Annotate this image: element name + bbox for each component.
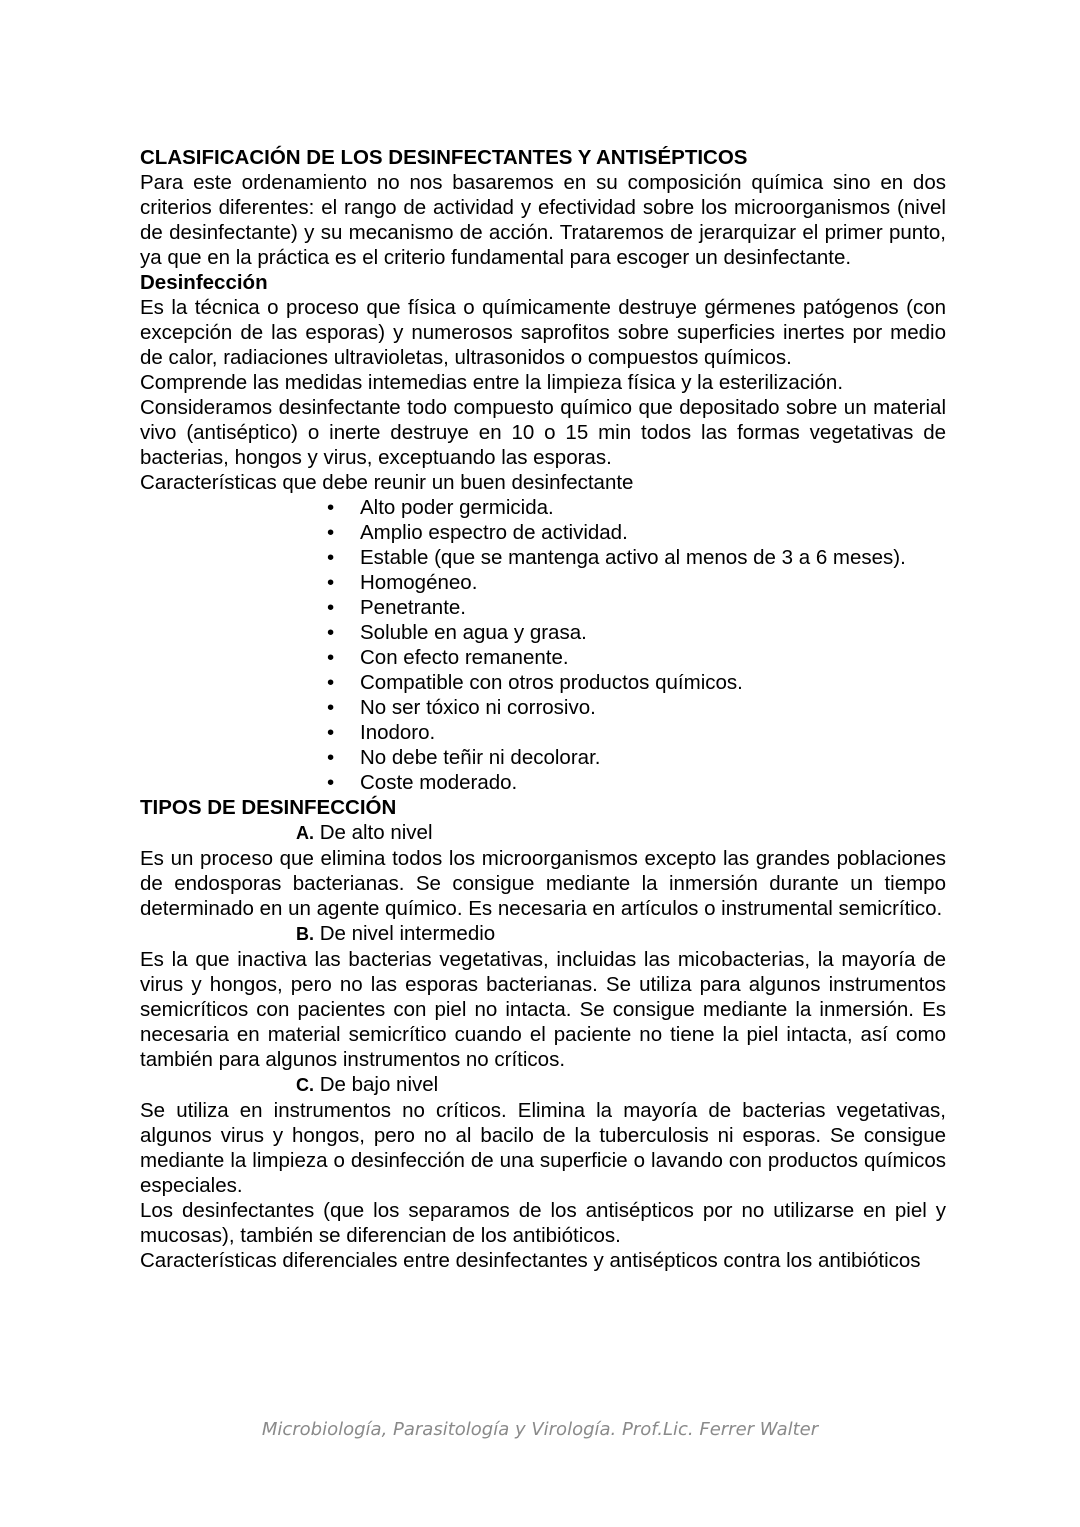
list-item: • Compatible con otros productos químicos. <box>327 670 946 695</box>
nivel-intermedio-text: Es la que inactiva las bacterias vegetativas, incluidas las micobacterias, la mayoría de virus y hongos, pero no las esporas bacterianas. Se utiliza para algunos instrumentos semicríticos con pacientes con piel no intacta. Se consigue mediante la inmersión. Es necesaria en material semicrítico cuando el paciente no tiene la piel intacta, así como también para algunos instrumentos no críticos. <box>140 948 946 1071</box>
subheading-nivel-intermedio <box>140 921 946 947</box>
subheading-letter: C. <box>296 1075 314 1095</box>
list-item: • Con efecto remanente. <box>327 645 946 670</box>
subheading-alto-nivel <box>140 820 946 846</box>
list-item: • Homogéneo. <box>327 570 946 595</box>
subheading-bajo-nivel <box>140 1072 946 1098</box>
list-item: • Soluble en agua y grasa. <box>327 620 946 645</box>
desinfeccion-heading: Desinfección <box>140 271 268 294</box>
list-item: • Penetrante. <box>327 595 946 620</box>
list-item: • Alto poder germicida. <box>327 495 946 520</box>
bajo-nivel-text: Se utiliza en instrumentos no críticos. Elimina la mayoría de bacterias vegetativas, algunos virus y hongos, pero no al bacilo de la tuberculosis ni esporas. Se consigue mediante la limpieza o desinfección de una superficie o lavando con productos químicos especiales. <box>140 1099 946 1197</box>
subheading-letter: A. <box>296 823 314 843</box>
desinfectante-definition: Consideramos desinfectante todo compuesto químico que depositado sobre un material vivo (antiséptico) o inerte destruye en 10 o 15 min todos las formas vegetativas de bacterias, hongos y virus, exceptuando las esporas. <box>140 396 946 469</box>
desinfeccion-scope: Comprende las medidas intemedias entre la limpieza física y la esterilización. <box>140 371 844 394</box>
list-item: • Amplio espectro de actividad. <box>327 520 946 545</box>
list-item: • Coste moderado. <box>327 770 946 795</box>
list-item: • Estable (que se mantenga activo al menos de 3 a 6 meses). <box>327 545 946 570</box>
closing-paragraph: Los desinfectantes (que los separamos de los antisépticos por no utilizarse en piel y mucosas), también se diferencian de los antibióticos. <box>140 1199 946 1247</box>
list-item: • Inodoro. <box>327 720 946 745</box>
document-page <box>140 145 946 1273</box>
subheading-letter: B. <box>296 924 314 944</box>
alto-nivel-text: Es un proceso que elimina todos los microorganismos excepto las grandes poblaciones de endosporas bacterianas. Se consigue mediante la inmersión durante un tiempo determinado en un agente químico. Es necesaria en artículos o instrumental semicrítico. <box>140 847 946 920</box>
subheading-title: De alto nivel <box>319 821 433 844</box>
subheading-title: De nivel intermedio <box>319 922 496 945</box>
document-title: CLASIFICACIÓN DE LOS DESINFECTANTES Y ANTISÉPTICOS <box>140 146 748 169</box>
list-item: • No ser tóxico ni corrosivo. <box>327 695 946 720</box>
desinfeccion-definition: Es la técnica o proceso que física o químicamente destruye gérmenes patógenos (con excepción de las esporas) y numerosos saprofitos sobre superficies inertes por medio de calor, radiaciones ultravioletas, ultrasonidos o compuestos químicos. <box>140 296 946 369</box>
page-footer: Microbiología, Parasitología y Virología. Prof.Lic. Ferrer Walter <box>261 1419 819 1440</box>
tipos-heading: TIPOS DE DESINFECCIÓN <box>140 796 397 819</box>
list-item: • No debe teñir ni decolorar. <box>327 745 946 770</box>
closing-characteristics: Características diferenciales entre desinfectantes y antisépticos contra los antibióticos <box>140 1249 921 1272</box>
characteristics-intro: Características que debe reunir un buen desinfectante <box>140 471 634 494</box>
subheading-title: De bajo nivel <box>319 1073 439 1096</box>
characteristics-list <box>327 495 946 795</box>
intro-paragraph: Para este ordenamiento no nos basaremos en su composición química sino en dos criterios diferentes: el rango de actividad y efectividad sobre los microorganismos (nivel de desinfectante) y su mecanismo de acción. Trataremos de jerarquizar el primer punto, ya que en la práctica es el criterio fundamental para escoger un desinfectante. <box>140 171 946 269</box>
